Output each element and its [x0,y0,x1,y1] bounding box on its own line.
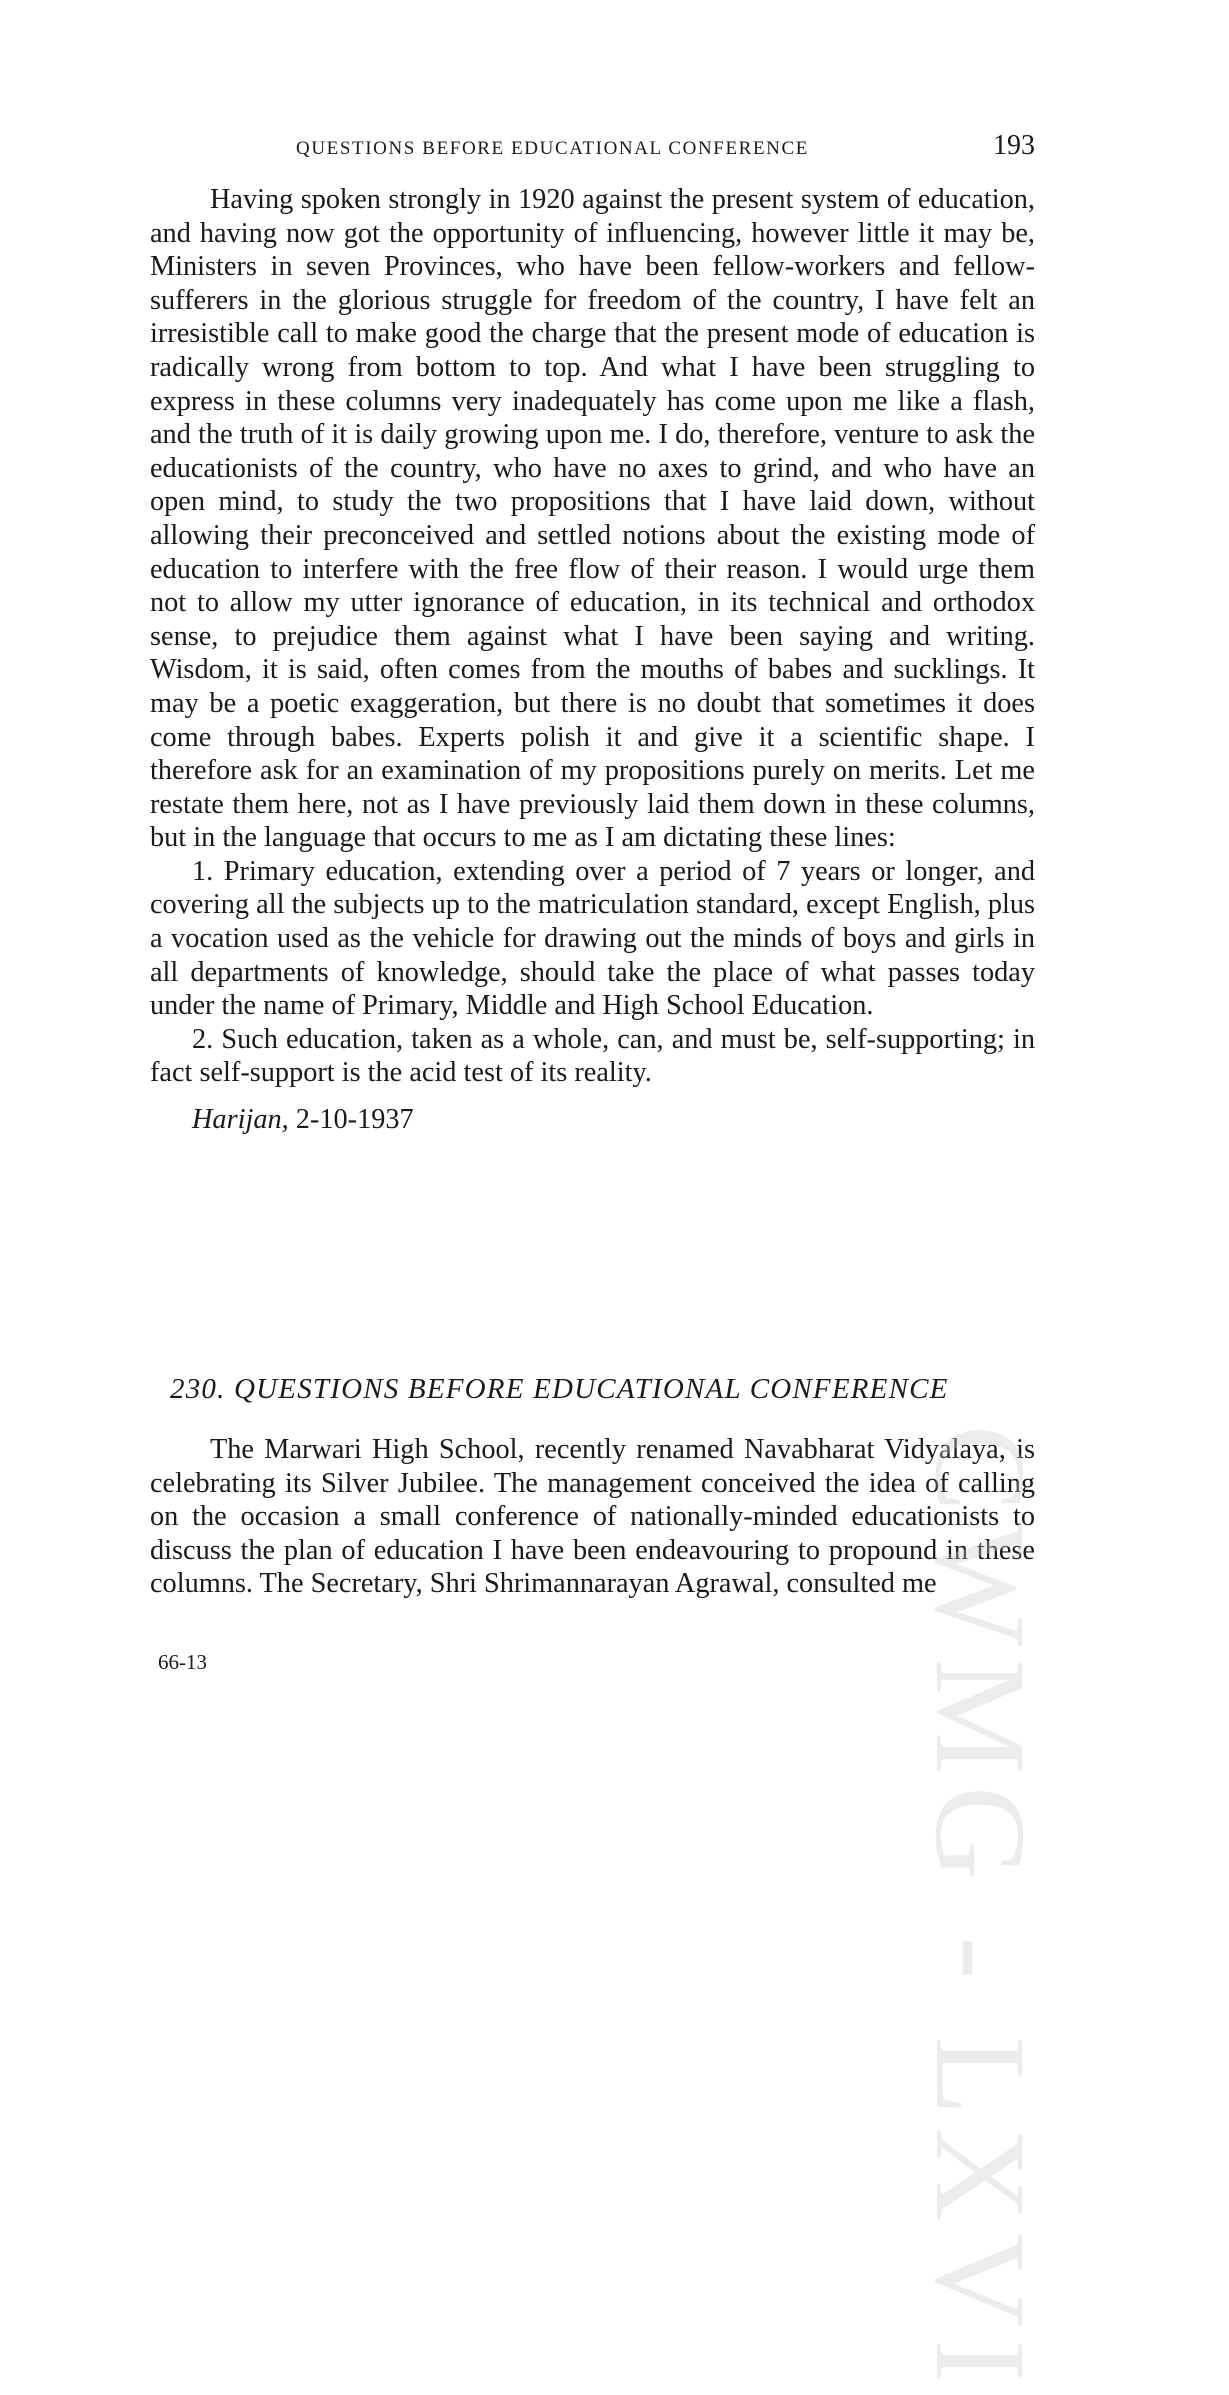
section-paragraph-1: The Marwari High School, recently renamed Navabharat Vidyalaya, is celebrating its Silver Jubilee. The management conceived the idea of calling on the occasion a small conference of nationally-minded educationists to discuss the plan of education I have been endeavouring to propound in these columns. The Secretary, Shri Shrimannarayan Agrawal, consulted me [150,1434,1035,1600]
list-item-2: 2. Such education, taken as a whole, can, and must be, self-supporting; in fact self-support is the acid test of its reality. [150,1023,1035,1089]
section-text [150,1433,1035,1601]
list-item-1: 1. Primary education, extending over a period of 7 years or longer, and covering all the subjects up to the matriculation standard, except English, plus a vocation used as the vehicle for drawing out the minds of boys and girls in all departments of knowledge, should take the place of what passes today under the name of Primary, Middle and High School Education. [150,855,1035,1022]
body-text [150,183,1035,1137]
document-page [150,0,1035,1890]
page-number: 193 [993,130,1035,161]
citation-date: 2-10-1937 [295,1104,414,1136]
citation [150,1103,1035,1137]
paragraph-1: Having spoken strongly in 1920 against the present system of education, and having now got the opportunity of influencing, however little it may be, Ministers in seven Provinces, who have been fellow-workers and fellow-sufferers in the glorious struggle for freedom of the country, I have felt an irresistible call to make good the charge that the present mode of education is radically wrong from bottom to top. And what I have been struggling to express in these columns very inadequately has come upon me like a flash, and the truth of it is daily growing upon me. I do, therefore, venture to ask the educationists of the country, who have no axes to grind, and who have an open mind, to study the two propositions that I have laid down, without allowing their preconceived and settled notions about the existing mode of education to interfere with the free flow of their reason. I would urge them not to allow my utter ignorance of education, in its technical and orthodox sense, to prejudice them against what I have been saying and writing. Wisdom, it is said, often comes from the mouths of babes and sucklings. It may be a poetic exaggeration, but there is no doubt that sometimes it does come through babes. Experts polish it and give it a scientific shape. I therefore ask for an examination of my propositions purely on merits. Let me restate them here, not as I have previously laid them down in these columns, but in the language that occurs to me as I am dictating these lines: [150,184,1035,854]
watermark: CWMG - LXVI [908,1425,1052,2395]
running-head [150,130,1035,170]
citation-source: Harijan, [192,1104,289,1136]
section-heading: 230. QUESTIONS BEFORE EDUCATIONAL CONFERENCE [170,1373,949,1405]
running-title: QUESTIONS BEFORE EDUCATIONAL CONFERENCE [296,138,809,159]
signature-mark: 66-13 [158,1650,207,1674]
